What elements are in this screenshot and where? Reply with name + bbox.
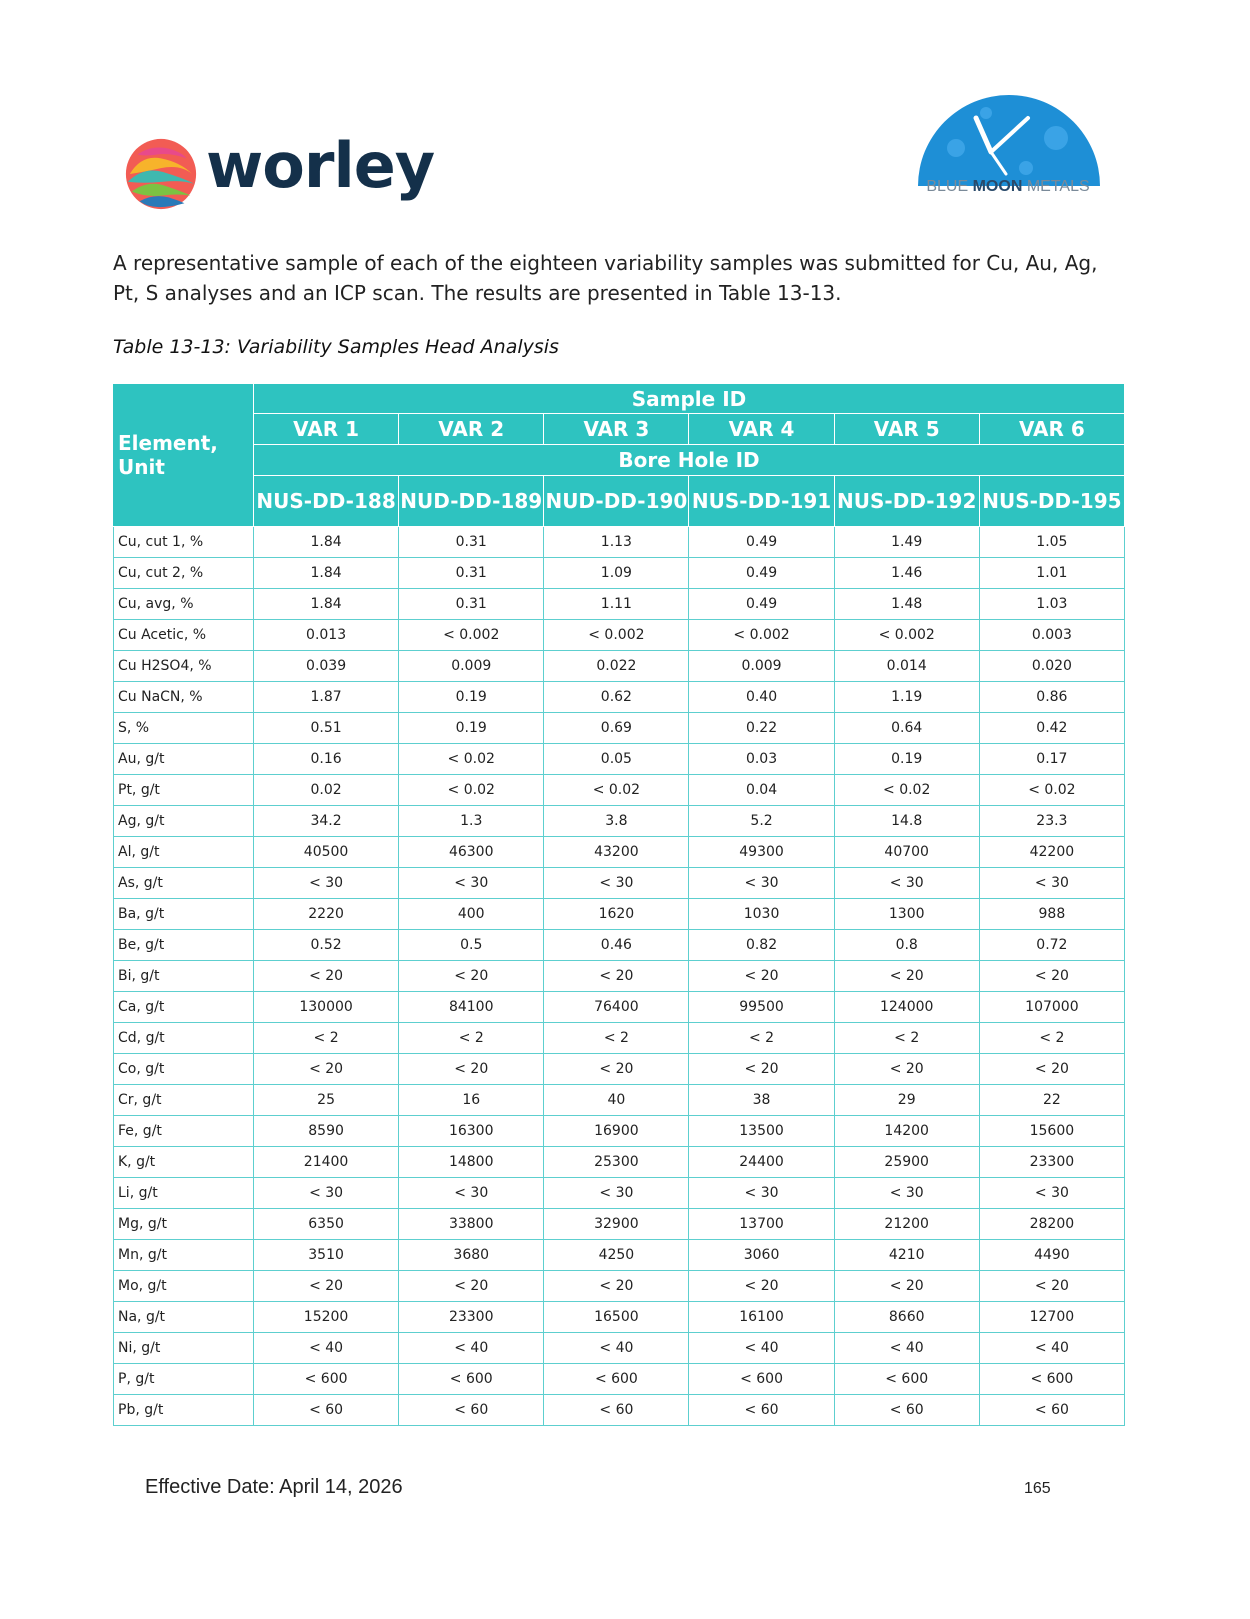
value-cell: 1.01 bbox=[979, 558, 1124, 589]
value-cell: < 20 bbox=[544, 1271, 689, 1302]
table-row bbox=[114, 558, 1125, 589]
value-cell: 0.009 bbox=[689, 651, 834, 682]
element-cell: Mn, g/t bbox=[114, 1240, 254, 1271]
value-cell: 24400 bbox=[689, 1147, 834, 1178]
table-row bbox=[114, 961, 1125, 992]
value-cell: 8590 bbox=[254, 1116, 399, 1147]
sample-header-cell: VAR 2 bbox=[399, 414, 544, 445]
value-cell: < 30 bbox=[979, 1178, 1124, 1209]
value-cell: 124000 bbox=[834, 992, 979, 1023]
value-cell: < 20 bbox=[689, 1054, 834, 1085]
value-cell: < 30 bbox=[979, 868, 1124, 899]
table-row bbox=[114, 837, 1125, 868]
value-cell: 21400 bbox=[254, 1147, 399, 1178]
value-cell: 1.09 bbox=[544, 558, 689, 589]
element-cell: Fe, g/t bbox=[114, 1116, 254, 1147]
table-row bbox=[114, 1240, 1125, 1271]
element-cell: P, g/t bbox=[114, 1364, 254, 1395]
value-cell: < 0.02 bbox=[399, 775, 544, 806]
value-cell: 38 bbox=[689, 1085, 834, 1116]
value-cell: 1.3 bbox=[399, 806, 544, 837]
value-cell: 13500 bbox=[689, 1116, 834, 1147]
value-cell: < 0.002 bbox=[544, 620, 689, 651]
bore-hole-cell: NUS-DD-191 bbox=[689, 476, 834, 527]
value-cell: < 60 bbox=[979, 1395, 1124, 1426]
element-cell: Ag, g/t bbox=[114, 806, 254, 837]
value-cell: < 20 bbox=[254, 1271, 399, 1302]
table-body bbox=[114, 527, 1125, 1426]
table-row bbox=[114, 620, 1125, 651]
value-cell: 0.31 bbox=[399, 527, 544, 558]
element-cell: Be, g/t bbox=[114, 930, 254, 961]
element-cell: K, g/t bbox=[114, 1147, 254, 1178]
value-cell: < 40 bbox=[979, 1333, 1124, 1364]
value-cell: 1.84 bbox=[254, 558, 399, 589]
variability-table bbox=[113, 383, 1125, 1426]
value-cell: 1.46 bbox=[834, 558, 979, 589]
sample-header-cell: VAR 4 bbox=[689, 414, 834, 445]
value-cell: 400 bbox=[399, 899, 544, 930]
value-cell: < 40 bbox=[399, 1333, 544, 1364]
value-cell: 3510 bbox=[254, 1240, 399, 1271]
value-cell: < 30 bbox=[544, 868, 689, 899]
value-cell: 0.8 bbox=[834, 930, 979, 961]
value-cell: 4490 bbox=[979, 1240, 1124, 1271]
value-cell: 84100 bbox=[399, 992, 544, 1023]
value-cell: 0.62 bbox=[544, 682, 689, 713]
value-cell: 34.2 bbox=[254, 806, 399, 837]
value-cell: 21200 bbox=[834, 1209, 979, 1240]
value-cell: 0.82 bbox=[689, 930, 834, 961]
value-cell: 76400 bbox=[544, 992, 689, 1023]
value-cell: 32900 bbox=[544, 1209, 689, 1240]
value-cell: < 30 bbox=[834, 1178, 979, 1209]
value-cell: 43200 bbox=[544, 837, 689, 868]
element-cell: Ni, g/t bbox=[114, 1333, 254, 1364]
table-row bbox=[114, 1395, 1125, 1426]
value-cell: 0.46 bbox=[544, 930, 689, 961]
value-cell: 988 bbox=[979, 899, 1124, 930]
sample-header-cell: VAR 1 bbox=[254, 414, 399, 445]
value-cell: 0.19 bbox=[399, 713, 544, 744]
element-cell: Na, g/t bbox=[114, 1302, 254, 1333]
value-cell: 0.05 bbox=[544, 744, 689, 775]
value-cell: < 30 bbox=[254, 868, 399, 899]
value-cell: 40 bbox=[544, 1085, 689, 1116]
value-cell: 16900 bbox=[544, 1116, 689, 1147]
table-row bbox=[114, 806, 1125, 837]
value-cell: 0.16 bbox=[254, 744, 399, 775]
element-cell: Cu Acetic, % bbox=[114, 620, 254, 651]
value-cell: < 600 bbox=[834, 1364, 979, 1395]
table-row bbox=[114, 1023, 1125, 1054]
value-cell: 23300 bbox=[399, 1302, 544, 1333]
table-row bbox=[114, 775, 1125, 806]
value-cell: < 20 bbox=[689, 961, 834, 992]
sample-header-cell: VAR 3 bbox=[544, 414, 689, 445]
bore-hole-cell: NUD-DD-190 bbox=[544, 476, 689, 527]
value-cell: 0.64 bbox=[834, 713, 979, 744]
value-cell: 5.2 bbox=[689, 806, 834, 837]
value-cell: 33800 bbox=[399, 1209, 544, 1240]
value-cell: < 2 bbox=[979, 1023, 1124, 1054]
table-row bbox=[114, 1178, 1125, 1209]
value-cell: < 40 bbox=[544, 1333, 689, 1364]
value-cell: 13700 bbox=[689, 1209, 834, 1240]
element-cell: Cu, avg, % bbox=[114, 589, 254, 620]
value-cell: < 20 bbox=[544, 1054, 689, 1085]
value-cell: < 20 bbox=[399, 1054, 544, 1085]
value-cell: 42200 bbox=[979, 837, 1124, 868]
value-cell: < 60 bbox=[254, 1395, 399, 1426]
value-cell: 1030 bbox=[689, 899, 834, 930]
value-cell: 3060 bbox=[689, 1240, 834, 1271]
sample-header-cell: VAR 6 bbox=[979, 414, 1124, 445]
page-number: 165 bbox=[1024, 1480, 1051, 1497]
bore-hole-cell: NUS-DD-195 bbox=[979, 476, 1124, 527]
bore-hole-cell: NUD-DD-189 bbox=[399, 476, 544, 527]
value-cell: < 40 bbox=[689, 1333, 834, 1364]
value-cell: 1.05 bbox=[979, 527, 1124, 558]
value-cell: 0.02 bbox=[254, 775, 399, 806]
value-cell: 8660 bbox=[834, 1302, 979, 1333]
value-cell: 14200 bbox=[834, 1116, 979, 1147]
value-cell: < 20 bbox=[834, 1271, 979, 1302]
value-cell: < 60 bbox=[834, 1395, 979, 1426]
value-cell: 0.022 bbox=[544, 651, 689, 682]
value-cell: < 60 bbox=[689, 1395, 834, 1426]
value-cell: 99500 bbox=[689, 992, 834, 1023]
value-cell: 1.03 bbox=[979, 589, 1124, 620]
element-cell: Cu H2SO4, % bbox=[114, 651, 254, 682]
value-cell: < 20 bbox=[834, 1054, 979, 1085]
value-cell: < 2 bbox=[399, 1023, 544, 1054]
value-cell: < 0.02 bbox=[979, 775, 1124, 806]
value-cell: < 600 bbox=[689, 1364, 834, 1395]
value-cell: 28200 bbox=[979, 1209, 1124, 1240]
moon-clock-icon bbox=[916, 78, 1102, 186]
value-cell: < 0.02 bbox=[834, 775, 979, 806]
value-cell: < 20 bbox=[399, 1271, 544, 1302]
value-cell: < 20 bbox=[979, 961, 1124, 992]
value-cell: 1.87 bbox=[254, 682, 399, 713]
element-cell: Co, g/t bbox=[114, 1054, 254, 1085]
table-row bbox=[114, 1209, 1125, 1240]
element-cell: As, g/t bbox=[114, 868, 254, 899]
value-cell: 0.039 bbox=[254, 651, 399, 682]
value-cell: 1.84 bbox=[254, 527, 399, 558]
value-cell: < 20 bbox=[254, 961, 399, 992]
value-cell: 25900 bbox=[834, 1147, 979, 1178]
value-cell: 0.020 bbox=[979, 651, 1124, 682]
element-cell: Mo, g/t bbox=[114, 1271, 254, 1302]
value-cell: < 0.002 bbox=[399, 620, 544, 651]
value-cell: < 30 bbox=[254, 1178, 399, 1209]
value-cell: 15600 bbox=[979, 1116, 1124, 1147]
value-cell: < 30 bbox=[689, 1178, 834, 1209]
blue-moon-metals-logo bbox=[908, 78, 1108, 203]
sample-row bbox=[114, 414, 1125, 445]
value-cell: 1.48 bbox=[834, 589, 979, 620]
value-cell: 1.11 bbox=[544, 589, 689, 620]
value-cell: < 30 bbox=[399, 1178, 544, 1209]
worley-wordmark: worley bbox=[206, 129, 435, 202]
element-cell: Cu NaCN, % bbox=[114, 682, 254, 713]
bore-hole-header: Bore Hole ID bbox=[254, 445, 1125, 476]
table-row bbox=[114, 589, 1125, 620]
value-cell: 107000 bbox=[979, 992, 1124, 1023]
value-cell: 1.19 bbox=[834, 682, 979, 713]
table-row bbox=[114, 713, 1125, 744]
value-cell: < 2 bbox=[254, 1023, 399, 1054]
table-caption: Table 13-13: Variability Samples Head Analysis bbox=[113, 336, 559, 358]
value-cell: 25 bbox=[254, 1085, 399, 1116]
value-cell: < 30 bbox=[689, 868, 834, 899]
table-row bbox=[114, 1116, 1125, 1147]
value-cell: < 0.02 bbox=[399, 744, 544, 775]
table-row bbox=[114, 744, 1125, 775]
blue-moon-caption: BLUE MOON METALS bbox=[926, 178, 1090, 195]
worley-swirl-icon bbox=[122, 135, 200, 213]
value-cell: < 30 bbox=[544, 1178, 689, 1209]
value-cell: < 60 bbox=[399, 1395, 544, 1426]
value-cell: < 60 bbox=[544, 1395, 689, 1426]
value-cell: < 20 bbox=[834, 961, 979, 992]
table-row bbox=[114, 1333, 1125, 1364]
element-cell: Pt, g/t bbox=[114, 775, 254, 806]
bore-hole-cell: NUS-DD-188 bbox=[254, 476, 399, 527]
sample-id-header: Sample ID bbox=[254, 384, 1125, 414]
value-cell: 0.69 bbox=[544, 713, 689, 744]
value-cell: 15200 bbox=[254, 1302, 399, 1333]
value-cell: 40700 bbox=[834, 837, 979, 868]
value-cell: 14.8 bbox=[834, 806, 979, 837]
value-cell: < 40 bbox=[834, 1333, 979, 1364]
element-cell: Ba, g/t bbox=[114, 899, 254, 930]
value-cell: 0.49 bbox=[689, 527, 834, 558]
value-cell: 0.52 bbox=[254, 930, 399, 961]
value-cell: 0.42 bbox=[979, 713, 1124, 744]
value-cell: < 20 bbox=[254, 1054, 399, 1085]
value-cell: 1.84 bbox=[254, 589, 399, 620]
value-cell: 0.014 bbox=[834, 651, 979, 682]
element-cell: Li, g/t bbox=[114, 1178, 254, 1209]
value-cell: 0.013 bbox=[254, 620, 399, 651]
value-cell: 0.17 bbox=[979, 744, 1124, 775]
bore-row bbox=[114, 476, 1125, 527]
value-cell: 3.8 bbox=[544, 806, 689, 837]
value-cell: < 20 bbox=[689, 1271, 834, 1302]
element-cell: Al, g/t bbox=[114, 837, 254, 868]
value-cell: < 40 bbox=[254, 1333, 399, 1364]
value-cell: 46300 bbox=[399, 837, 544, 868]
sample-header-cell: VAR 5 bbox=[834, 414, 979, 445]
table-row bbox=[114, 1302, 1125, 1333]
element-cell: Au, g/t bbox=[114, 744, 254, 775]
element-cell: Pb, g/t bbox=[114, 1395, 254, 1426]
element-cell: Cd, g/t bbox=[114, 1023, 254, 1054]
value-cell: 16 bbox=[399, 1085, 544, 1116]
element-header: Element, Unit bbox=[114, 384, 254, 527]
value-cell: 16100 bbox=[689, 1302, 834, 1333]
value-cell: < 600 bbox=[399, 1364, 544, 1395]
value-cell: 1.13 bbox=[544, 527, 689, 558]
value-cell: 1620 bbox=[544, 899, 689, 930]
table-row bbox=[114, 527, 1125, 558]
value-cell: 0.19 bbox=[399, 682, 544, 713]
value-cell: 4210 bbox=[834, 1240, 979, 1271]
value-cell: 0.40 bbox=[689, 682, 834, 713]
value-cell: 23.3 bbox=[979, 806, 1124, 837]
element-cell: Cr, g/t bbox=[114, 1085, 254, 1116]
element-cell: Ca, g/t bbox=[114, 992, 254, 1023]
value-cell: 4250 bbox=[544, 1240, 689, 1271]
value-cell: < 20 bbox=[979, 1271, 1124, 1302]
intro-paragraph: A representative sample of each of the eighteen variability samples was submitted for Cu, Au, Ag, Pt, S analyses and an ICP scan. The results are presented in Table 13-13. bbox=[113, 251, 1098, 305]
value-cell: < 20 bbox=[979, 1054, 1124, 1085]
value-cell: 0.003 bbox=[979, 620, 1124, 651]
table-row bbox=[114, 651, 1125, 682]
value-cell: 130000 bbox=[254, 992, 399, 1023]
value-cell: 6350 bbox=[254, 1209, 399, 1240]
value-cell: < 20 bbox=[399, 961, 544, 992]
value-cell: 16500 bbox=[544, 1302, 689, 1333]
value-cell: 0.19 bbox=[834, 744, 979, 775]
value-cell: < 2 bbox=[689, 1023, 834, 1054]
table-row bbox=[114, 1271, 1125, 1302]
value-cell: < 0.02 bbox=[544, 775, 689, 806]
element-cell: S, % bbox=[114, 713, 254, 744]
value-cell: 2220 bbox=[254, 899, 399, 930]
value-cell: 49300 bbox=[689, 837, 834, 868]
element-cell: Cu, cut 2, % bbox=[114, 558, 254, 589]
value-cell: 0.72 bbox=[979, 930, 1124, 961]
element-cell: Bi, g/t bbox=[114, 961, 254, 992]
value-cell: 0.009 bbox=[399, 651, 544, 682]
value-cell: 0.31 bbox=[399, 589, 544, 620]
table-row bbox=[114, 992, 1125, 1023]
bore-hole-cell: NUS-DD-192 bbox=[834, 476, 979, 527]
value-cell: 0.5 bbox=[399, 930, 544, 961]
value-cell: 22 bbox=[979, 1085, 1124, 1116]
table-row bbox=[114, 868, 1125, 899]
value-cell: 16300 bbox=[399, 1116, 544, 1147]
value-cell: 0.31 bbox=[399, 558, 544, 589]
value-cell: 0.86 bbox=[979, 682, 1124, 713]
value-cell: 0.22 bbox=[689, 713, 834, 744]
value-cell: 14800 bbox=[399, 1147, 544, 1178]
value-cell: < 20 bbox=[544, 961, 689, 992]
value-cell: 23300 bbox=[979, 1147, 1124, 1178]
element-cell: Cu, cut 1, % bbox=[114, 527, 254, 558]
table-row bbox=[114, 1147, 1125, 1178]
value-cell: < 2 bbox=[544, 1023, 689, 1054]
value-cell: 0.51 bbox=[254, 713, 399, 744]
value-cell: 29 bbox=[834, 1085, 979, 1116]
value-cell: 25300 bbox=[544, 1147, 689, 1178]
table-row bbox=[114, 682, 1125, 713]
value-cell: 40500 bbox=[254, 837, 399, 868]
element-cell: Mg, g/t bbox=[114, 1209, 254, 1240]
value-cell: 1.49 bbox=[834, 527, 979, 558]
value-cell: 0.49 bbox=[689, 589, 834, 620]
value-cell: < 0.002 bbox=[834, 620, 979, 651]
value-cell: < 600 bbox=[544, 1364, 689, 1395]
value-cell: 0.04 bbox=[689, 775, 834, 806]
value-cell: < 600 bbox=[979, 1364, 1124, 1395]
value-cell: < 0.002 bbox=[689, 620, 834, 651]
value-cell: 3680 bbox=[399, 1240, 544, 1271]
effective-date: Effective Date: April 14, 2026 bbox=[145, 1476, 403, 1498]
value-cell: 1300 bbox=[834, 899, 979, 930]
worley-logo bbox=[122, 129, 442, 215]
value-cell: 0.03 bbox=[689, 744, 834, 775]
value-cell: < 30 bbox=[399, 868, 544, 899]
table-row bbox=[114, 1054, 1125, 1085]
table-row bbox=[114, 930, 1125, 961]
table-row bbox=[114, 1364, 1125, 1395]
value-cell: < 2 bbox=[834, 1023, 979, 1054]
value-cell: 12700 bbox=[979, 1302, 1124, 1333]
value-cell: 0.49 bbox=[689, 558, 834, 589]
table-row bbox=[114, 899, 1125, 930]
value-cell: < 30 bbox=[834, 868, 979, 899]
table-row bbox=[114, 1085, 1125, 1116]
value-cell: < 600 bbox=[254, 1364, 399, 1395]
